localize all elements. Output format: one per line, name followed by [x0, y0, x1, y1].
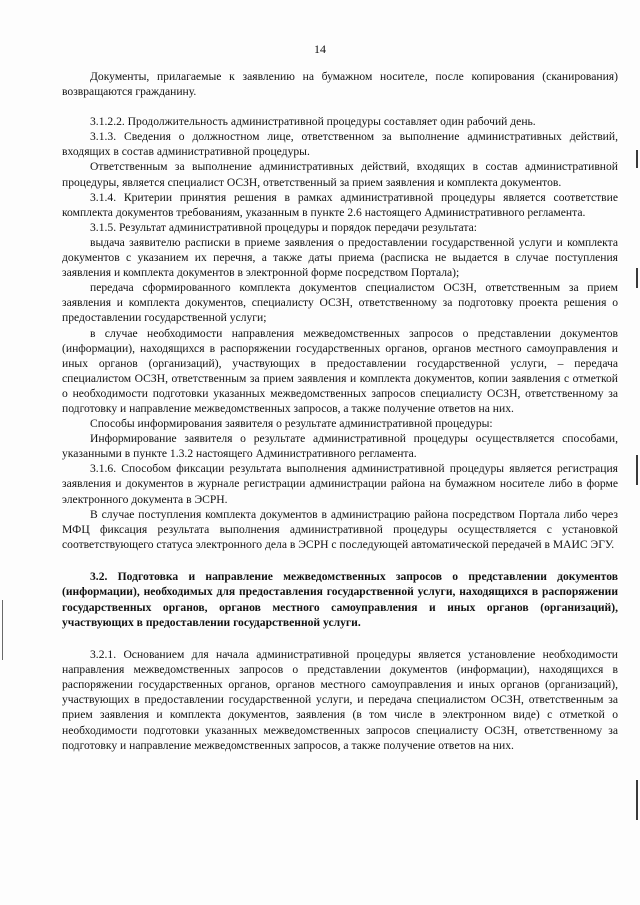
section-heading-text: Подготовка и направление межведомственных запросов о представлении документов (информации), необходимых для предоставления государственной услуги, находящихся в распоряжении государственных органов, органов местного самоуправления и иных органов (организаций), участвующих в предоставлении государственной услуги.	[62, 569, 618, 629]
paragraph-3-2-1: 3.2.1. Основанием для начала административной процедуры является установление необходимости направления межведомственных запросов о представлении документов (информации), находящихся в распоряжении государственных органов, органов местного самоуправления и иных органов (организаций), участвующих в предоставлении государственной услуги, и передача специалистом ОСЗН, ответственным за прием заявления и комплекта документов, заявления (в том числе в электронном виде) с отметкой о необходимости подготовки указанных межведомственных запросов специалисту ОСЗН, ответственному за подготовку и направление межведомственных запросов, а также получение ответов на них.	[62, 648, 618, 752]
paragraph-informing: Информирование заявителя о результате административной процедуры осуществляется способами, указанными в пункте 1.3.2 настоящего Административного регламента.	[62, 432, 618, 461]
document-body	[62, 69, 618, 753]
paragraph-3-1-2-2: 3.1.2.2. Продолжительность административной процедуры составляет один рабочий день.	[90, 115, 536, 129]
paragraph-3-1-5: 3.1.5. Результат административной процедуры и порядок передачи результата:	[90, 220, 477, 234]
scan-edge-mark	[636, 150, 638, 168]
scan-edge-mark	[636, 455, 638, 485]
scan-edge-mark	[636, 780, 638, 820]
paragraph-interagency: в случае необходимости направления межведомственных запросов о представлении документов (информации), находящихся в распоряжении государственных органов, органов местного самоуправления и иных органов (организаций), участвующих в предоставлении государственной услуги, – передача специалистом ОСЗН, ответственным за прием заявления и комплекта документов, копии заявления с отметкой о необходимости подготовки указанных межведомственных запросов специалисту ОСЗН, ответственному за подготовку и направление межведомственных запросов, а также получение ответов на них.	[62, 326, 618, 415]
paragraph-documents-returned: Документы, прилагаемые к заявлению на бумажном носителе, после копирования (сканирования) возвращаются гражданину.	[62, 70, 618, 99]
section-heading-3-2	[62, 569, 618, 630]
section-heading-number: 3.2.	[90, 569, 108, 583]
paragraph-portal-mfc: В случае поступления комплекта документов в администрацию района посредством Портала либо через МФЦ фиксация результата выполнения административной процедуры осуществляется с установкой соответствующего статуса электронного дела в ЭСРН с последующей автоматической передачей в МАИС ЭГУ.	[62, 507, 618, 551]
paragraph-3-1-6: 3.1.6. Способом фиксации результата выполнения административной процедуры является регистрация заявления и документов в журнале регистрации администрации района на бумажном носителе либо в форме электронного документа в ЭСРН.	[62, 462, 618, 506]
paragraph-responsible: Ответственным за выполнение административных действий, входящих в состав административной процедуры, является специалист ОСЗН, ответственный за прием заявления и комплекта документов.	[62, 160, 618, 189]
paragraph-3-1-4: 3.1.4. Критерии принятия решения в рамках административной процедуры является соответствие комплекта документов требованиям, указанным в пункте 2.6 настоящего Административного регламента.	[62, 190, 618, 219]
scan-edge-mark	[636, 268, 638, 288]
scan-edge-mark	[2, 600, 3, 660]
paragraph-3-1-3: 3.1.3. Сведения о должностном лице, ответственном за выполнение административных действий, входящих в состав административной процедуры.	[62, 130, 618, 159]
paragraph-transfer: передача сформированного комплекта документов специалистом ОСЗН, ответственным за прием заявления и комплекта документов, специалисту ОСЗН, ответственному за подготовку проекта решения о предоставлении государственной услуги;	[62, 281, 618, 325]
page-number: 14	[314, 42, 326, 56]
paragraph-informing-methods: Способы информирования заявителя о результате административной процедуры:	[90, 417, 493, 431]
paragraph-receipt: выдача заявителю расписки в приеме заявления о предоставлении государственной услуги и комплекта документов с указанием их перечня, а также даты приема (расписка не выдается в случае поступления заявления и комплекта документов в электронной форме посредством Портала);	[62, 235, 618, 280]
